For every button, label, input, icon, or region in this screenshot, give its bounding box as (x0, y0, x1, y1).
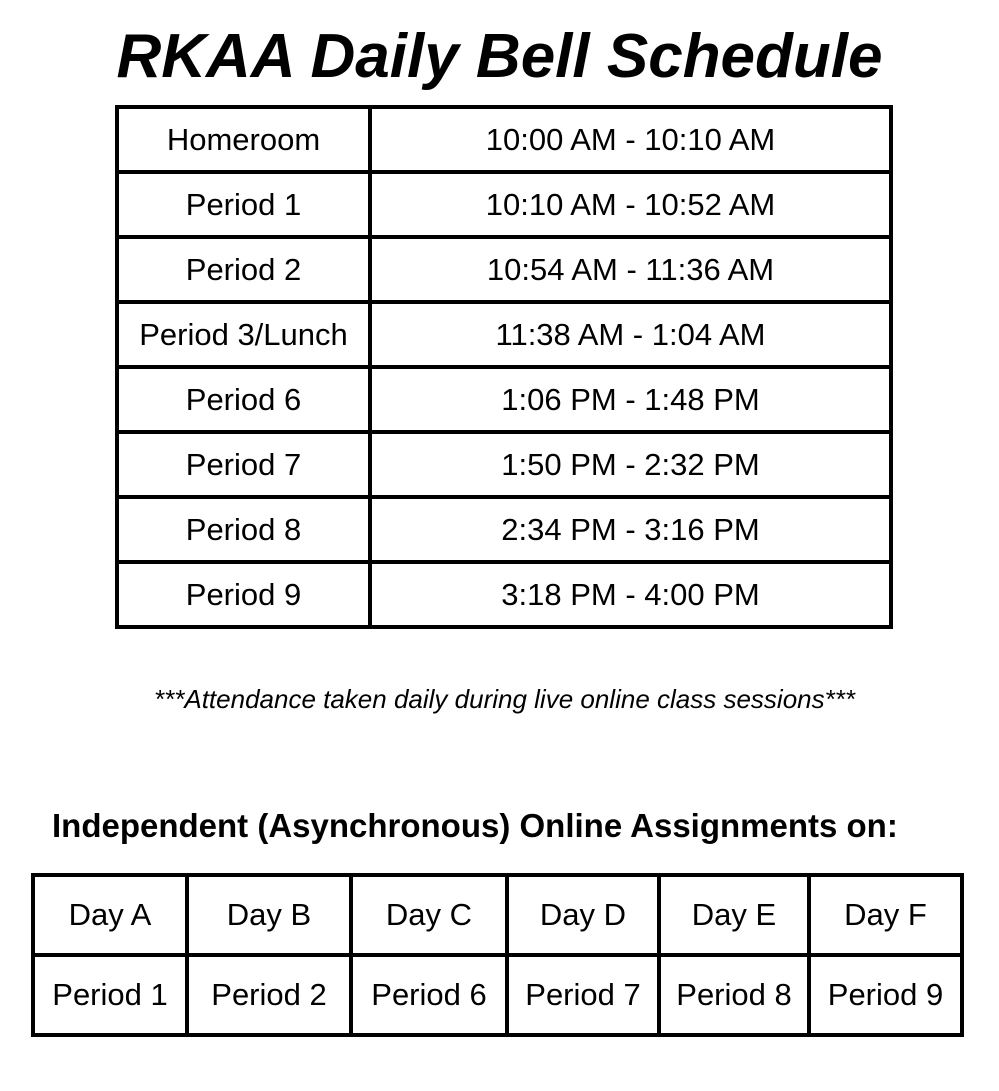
table-row (117, 497, 891, 562)
day-cell: Day F (809, 875, 962, 955)
page-title: RKAA Daily Bell Schedule (116, 22, 883, 91)
day-cell: Day A (33, 875, 187, 955)
table-row (117, 562, 891, 627)
table-row (117, 432, 891, 497)
period-name-cell: Period 7 (117, 432, 370, 497)
table-row (117, 172, 891, 237)
period-time-cell: 11:38 AM - 1:04 AM (370, 302, 891, 367)
period-cell: Period 7 (507, 955, 659, 1035)
period-name-cell: Period 9 (117, 562, 370, 627)
period-time-cell: 10:10 AM - 10:52 AM (370, 172, 891, 237)
period-time-cell: 10:00 AM - 10:10 AM (370, 107, 891, 172)
bell-schedule-table (115, 105, 893, 629)
period-name-cell: Homeroom (117, 107, 370, 172)
period-cell: Period 2 (187, 955, 351, 1035)
attendance-note: ***Attendance taken daily during live online class sessions*** (154, 684, 855, 714)
period-cell: Period 1 (33, 955, 187, 1035)
period-name-cell: Period 2 (117, 237, 370, 302)
period-time-cell: 1:06 PM - 1:48 PM (370, 367, 891, 432)
period-cell: Period 8 (659, 955, 809, 1035)
table-row (117, 237, 891, 302)
period-name-cell: Period 1 (117, 172, 370, 237)
table-row (117, 107, 891, 172)
table-row (117, 302, 891, 367)
table-row (117, 367, 891, 432)
period-cell: Period 6 (351, 955, 507, 1035)
days-row (33, 875, 962, 955)
period-name-cell: Period 8 (117, 497, 370, 562)
period-time-cell: 3:18 PM - 4:00 PM (370, 562, 891, 627)
day-cell: Day D (507, 875, 659, 955)
periods-row (33, 955, 962, 1035)
day-cell: Day C (351, 875, 507, 955)
async-assignments-table (31, 873, 964, 1037)
day-cell: Day E (659, 875, 809, 955)
day-cell: Day B (187, 875, 351, 955)
period-time-cell: 1:50 PM - 2:32 PM (370, 432, 891, 497)
period-name-cell: Period 3/Lunch (117, 302, 370, 367)
period-name-cell: Period 6 (117, 367, 370, 432)
period-time-cell: 10:54 AM - 11:36 AM (370, 237, 891, 302)
period-cell: Period 9 (809, 955, 962, 1035)
period-time-cell: 2:34 PM - 3:16 PM (370, 497, 891, 562)
async-heading: Independent (Asynchronous) Online Assignments on: (52, 807, 898, 844)
